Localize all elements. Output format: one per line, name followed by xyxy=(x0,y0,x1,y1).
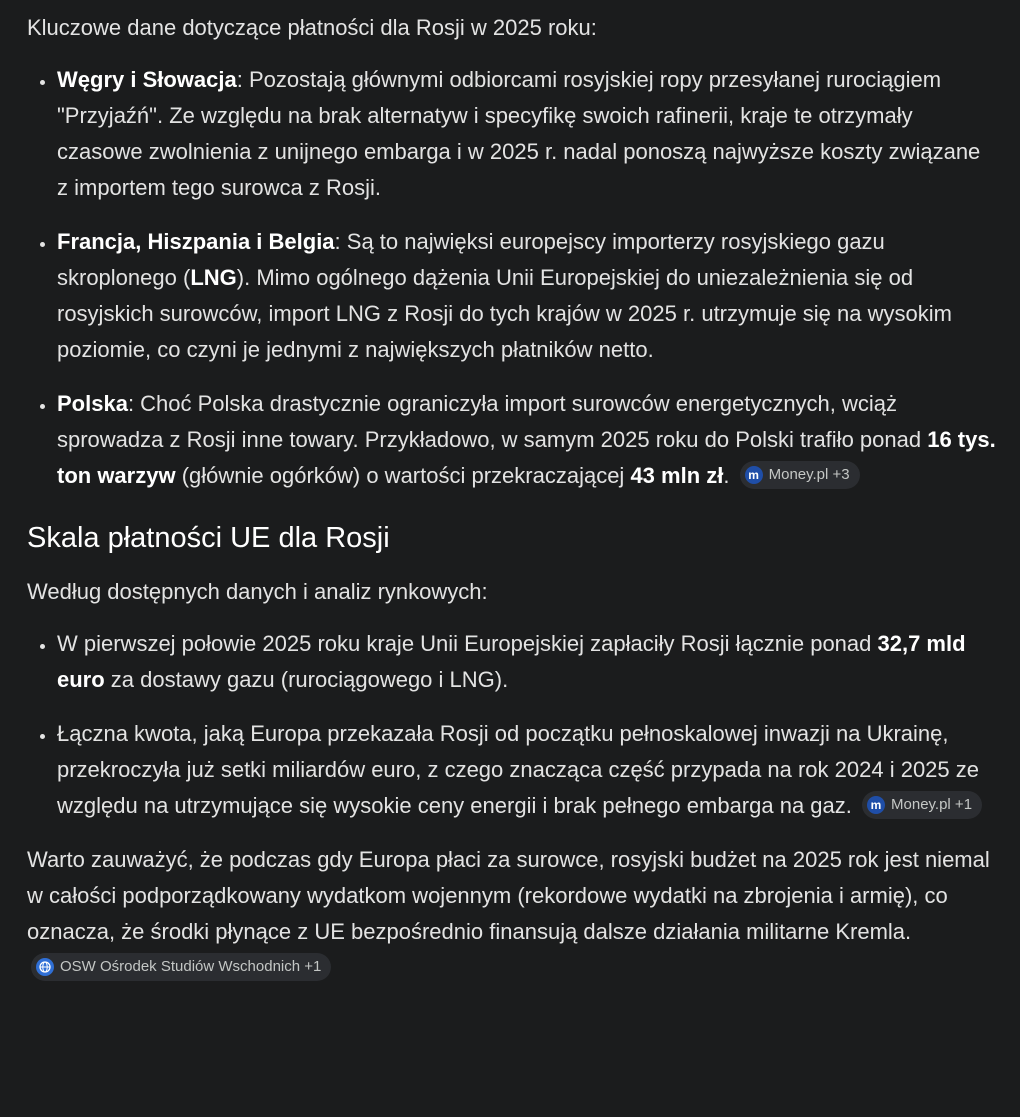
item-emphasis: 32,7 mld euro xyxy=(57,631,966,692)
list-item-first-half-2025 xyxy=(57,626,996,698)
list-item-hungary-slovakia xyxy=(57,62,996,206)
item-text: : Są to najwięksi europejscy importerzy rosyjskiego gazu skroplonego ( xyxy=(57,229,885,290)
source-chip-label: Money.pl +1 xyxy=(891,796,973,814)
eu-payments-list xyxy=(27,626,996,824)
item-text: W pierwszej połowie 2025 roku kraje Unii Europejskiej zapłaciły Rosji łącznie ponad xyxy=(57,631,878,656)
source-chip-osw[interactable] xyxy=(31,953,331,981)
money-pl-logo-icon: m xyxy=(867,796,885,814)
item-emphasis: LNG xyxy=(190,265,237,290)
item-heading: Węgry i Słowacja xyxy=(57,67,237,92)
osw-globe-icon xyxy=(36,958,54,976)
item-heading: Polska xyxy=(57,391,128,416)
list-item-france-spain-belgium xyxy=(57,224,996,368)
list-item-poland xyxy=(57,386,996,494)
item-text: Łączna kwota, jaką Europa przekazała Rosji od początku pełnoskalowej inwazji na Ukrainę, przekroczyła już setki miliardów euro, z czego znacząca część przypada na rok 2024 i 2025 ze względu na utrzymujące się wysokie ceny energii i brak pełnego embarga na gaz. xyxy=(57,721,980,818)
item-text: (głównie ogórków) o wartości przekraczającej xyxy=(175,463,631,488)
source-chip-money-pl[interactable] xyxy=(740,461,860,489)
source-chip-label: OSW Ośrodek Studiów Wschodnich +1 xyxy=(60,958,322,976)
item-text: ). Mimo ogólnego dążenia Unii Europejskiej do uniezależnienia się od rosyjskich surowców, import LNG z Rosji do tych krajów w 2025 r. utrzymuje się na wysokim poziomie, co czyni je jednymi z największych płatników netto. xyxy=(57,265,952,362)
item-text: : Pozostają głównymi odbiorcami rosyjskiej ropy przesyłanej rurociągiem "Przyjaźń". Ze względu na brak alternatyw i specyfikę swoich rafinerii, kraje te otrzymały czasowe zwolnienia z unijnego embarga i w 2025 r. nadal ponoszą najwyższe koszty związane z importem tego surowca z Rosji. xyxy=(57,67,981,200)
item-text: . xyxy=(723,463,730,488)
item-heading: Francja, Hiszpania i Belgia xyxy=(57,229,335,254)
closing-paragraph xyxy=(27,842,996,986)
section-heading: Skala płatności UE dla Rosji xyxy=(27,522,390,554)
money-pl-logo-icon: m xyxy=(745,466,763,484)
list-item-total-amount xyxy=(57,716,996,824)
source-chip-label: Money.pl +3 xyxy=(768,466,850,484)
item-text: : Choć Polska drastycznie ograniczyła import surowców energetycznych, wciąż sprowadza z Rosji inne towary. Przykładowo, w samym 2025 roku do Polski trafiło ponad xyxy=(57,391,928,452)
item-emphasis: 43 mln zł xyxy=(630,463,724,488)
intro-paragraph: Kluczowe dane dotyczące płatności dla Rosji w 2025 roku: xyxy=(27,15,597,40)
item-emphasis: 16 tys. ton warzyw xyxy=(57,427,996,488)
section-intro-paragraph: Według dostępnych danych i analiz rynkowych: xyxy=(27,579,488,604)
item-text: za dostawy gazu (rurociągowego i LNG). xyxy=(104,667,509,692)
country-payments-list xyxy=(27,62,996,494)
source-chip-money-pl[interactable] xyxy=(862,791,982,819)
closing-text: Warto zauważyć, że podczas gdy Europa płaci za surowce, rosyjski budżet na 2025 rok jest niemal w całości podporządkowany wydatkom wojennym (rekordowe wydatki na zbrojenia i armię), co oznacza, że środki płynące z UE bezpośrednio finansują dalsze działania militarne Kremla. xyxy=(27,847,990,944)
